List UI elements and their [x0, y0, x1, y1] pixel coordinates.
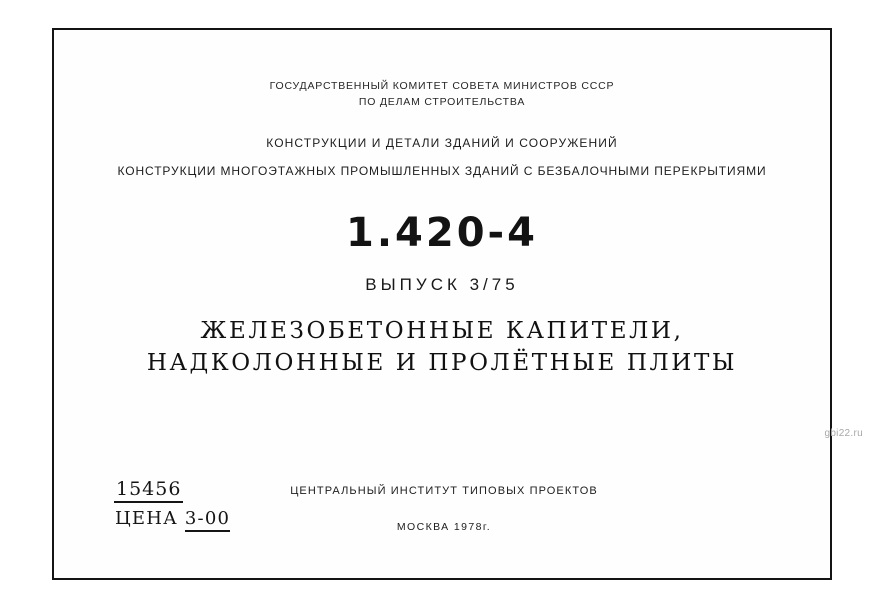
publisher-name: ЦЕНТРАЛЬНЫЙ ИНСТИТУТ ТИПОВЫХ ПРОЕКТОВ: [290, 485, 598, 497]
title-line-1: ЖЕЛЕЗОБЕТОННЫЕ КАПИТЕЛИ,: [200, 318, 684, 344]
document-border-frame: [52, 28, 832, 580]
issue-number: ВЫПУСК 3/75: [365, 275, 519, 294]
price-amount: 3-00: [185, 508, 230, 532]
series-heading-line-2: КОНСТРУКЦИИ МНОГОЭТАЖНЫХ ПРОМЫШЛЕННЫХ ЗДАНИЙ С БЕЗБАЛОЧНЫМИ ПЕРЕКРЫТИЯМИ: [117, 164, 767, 178]
series-code-number: 1.420-4: [346, 210, 538, 256]
title-line-2: НАДКОЛОННЫЕ И ПРОЛЁТНЫЕ ПЛИТЫ: [146, 350, 738, 376]
committee-heading: [54, 78, 830, 110]
document-content: [54, 30, 830, 578]
series-heading-line-1: КОНСТРУКЦИИ И ДЕТАЛИ ЗДАНИЙ И СООРУЖЕНИЙ: [266, 136, 618, 150]
committee-line-1: ГОСУДАРСТВЕННЫЙ КОМИТЕТ СОВЕТА МИНИСТРОВ СССР: [269, 80, 615, 92]
committee-line-2: ПО ДЕЛАМ СТРОИТЕЛЬСТВА: [358, 96, 526, 108]
index-number: 15456: [114, 478, 183, 503]
publisher-block: [204, 485, 684, 533]
document-title: [54, 315, 830, 379]
price-label: ЦЕНА: [115, 508, 178, 529]
watermark: gbi22.ru: [824, 428, 863, 439]
city-year: МОСКВА 1978г.: [396, 521, 492, 533]
